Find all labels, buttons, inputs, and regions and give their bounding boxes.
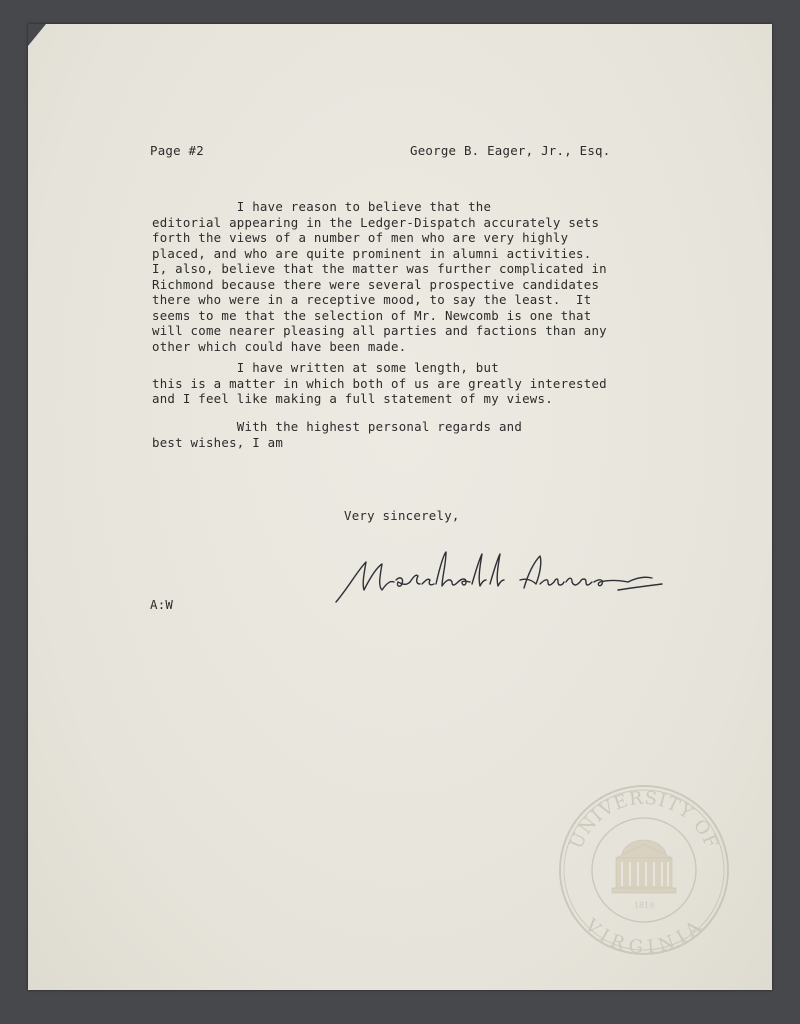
- text-line: seems to me that the selection of Mr. Newcomb is one that: [152, 307, 592, 323]
- text-line: I have written at some length, but: [152, 360, 499, 375]
- text-line: best wishes, I am: [152, 434, 284, 450]
- text-line: and I feel like making a full statement of my views.: [152, 391, 553, 406]
- recipient-name: George B. Eager, Jr., Esq.: [410, 143, 611, 158]
- university-seal-watermark: [556, 782, 732, 958]
- text-line: With the highest personal regards and: [152, 419, 523, 434]
- text-line: forth the views of a number of men who are very highly: [152, 230, 569, 245]
- text-line: other which could have been made.: [152, 338, 407, 354]
- seal-text-bottom: VIRGINIA: [580, 914, 708, 958]
- text-line: placed, and who are quite prominent in alumni activities.: [152, 245, 592, 261]
- page-number: Page #2: [150, 143, 204, 158]
- text-line: I have reason to believe that the: [152, 199, 492, 214]
- typist-initials: A:W: [150, 597, 174, 612]
- text-line: this is a matter in which both of us are greatly interested: [152, 375, 607, 391]
- body-paragraph-3: [152, 419, 522, 450]
- text-line: editorial appearing in the Ledger-Dispatch accurately sets: [152, 214, 600, 230]
- seal-text-top: UNIVERSITY OF: [565, 787, 723, 853]
- text-line: I, also, believe that the matter was further complicated in: [152, 261, 607, 276]
- handwritten-signature: [318, 540, 678, 610]
- body-paragraph-1: [152, 199, 607, 354]
- body-paragraph-2: [152, 360, 607, 407]
- folded-corner: [28, 24, 46, 46]
- closing: Very sincerely,: [344, 508, 460, 523]
- text-line: will come nearer pleasing all parties and factions than any: [152, 323, 607, 338]
- text-line: Richmond because there were several prospective candidates: [152, 276, 600, 292]
- seal-year: 1819: [633, 901, 655, 910]
- text-line: there who were in a receptive mood, to say the least. It: [152, 292, 592, 307]
